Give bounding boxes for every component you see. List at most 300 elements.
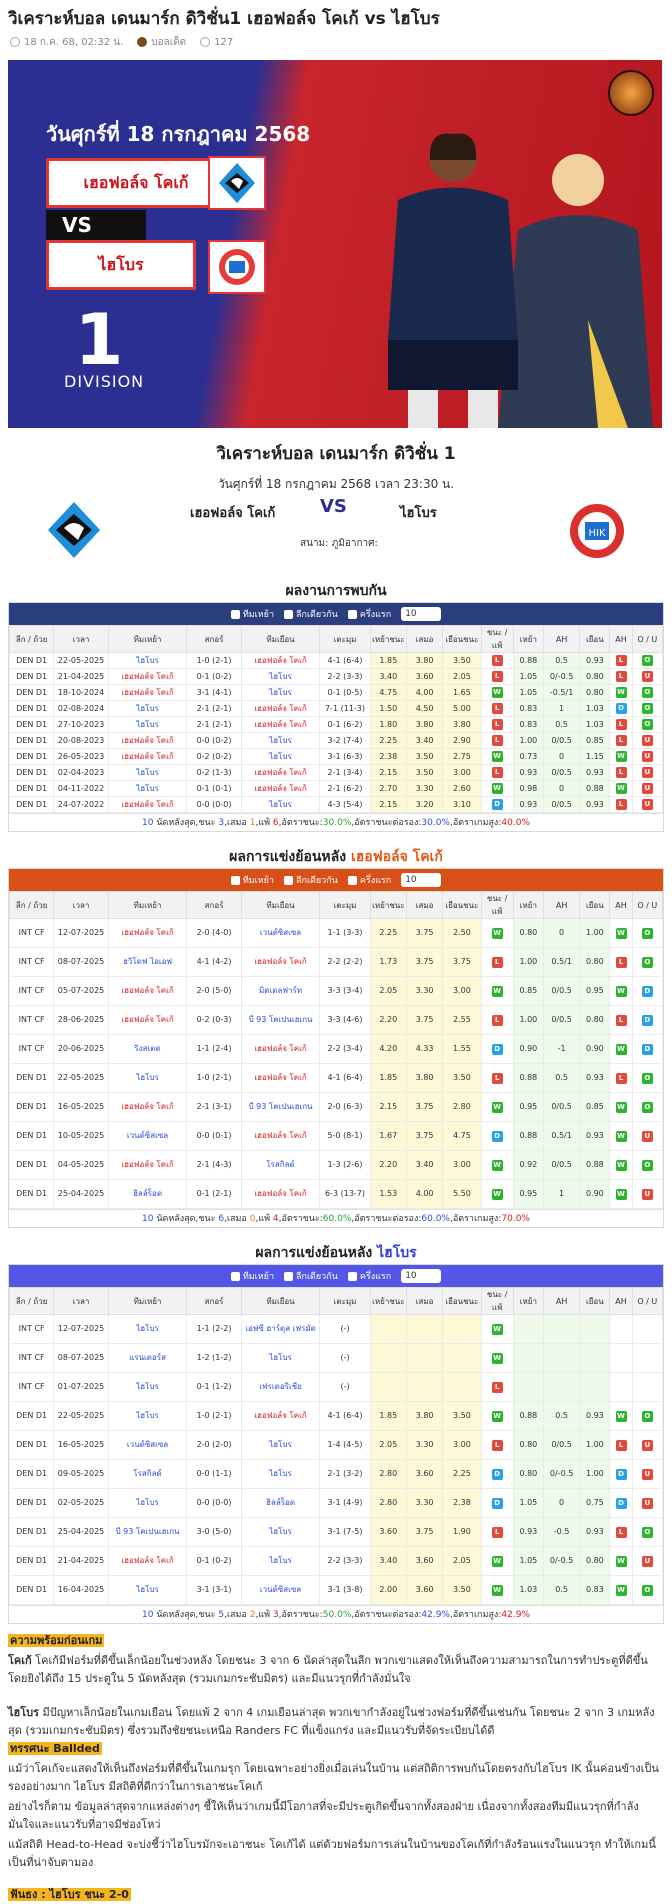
table-cell: 3.40 [370,1547,406,1576]
table-cell: 0.80 [580,1547,610,1576]
table-cell: 1.05 [513,685,543,701]
team-link[interactable]: เฮอฟอล์จ โคเก้ [108,797,187,813]
svg-text:HIK: HIK [588,528,606,539]
result-badge: O [642,719,653,730]
team-link[interactable]: แรนเดอร์ส [108,1344,187,1373]
table-cell: 3.60 [370,1518,406,1547]
table-row [10,765,663,781]
team-link[interactable]: เวนด์ซิสเซล [241,1576,320,1605]
team-link[interactable]: ไฮโบร [108,1489,187,1518]
first-half-checkbox[interactable]: ครึ่งแรก [348,607,391,621]
team-link[interactable]: ไฮโบร [108,717,187,733]
table-cell [406,1344,442,1373]
table-cell [610,1344,632,1373]
count-select[interactable]: 10 [401,1269,441,1283]
table-cell: 0-1 (0-1) [187,781,241,797]
table-cell: 0.90 [580,1035,610,1064]
table-cell: 0.80 [580,685,610,701]
article-views [200,37,233,48]
column-header: สกอร์ [187,626,241,653]
table-cell: 3.60 [406,1576,442,1605]
same-home-checkbox[interactable]: ทีมเหย้า [231,873,274,887]
table-cell: 0/-0.5 [543,1547,579,1576]
column-header: เวลา [54,626,108,653]
summary-part: นัดหลังสุด,ชนะ [153,818,219,828]
result-badge: O [642,957,653,968]
summary-part: 60.0% [322,1214,352,1224]
table-cell: 28-06-2025 [54,1006,108,1035]
result-badge: U [642,751,653,762]
table-cell: 2.05 [443,1547,481,1576]
table-cell [632,1518,662,1547]
table-cell [632,1180,662,1209]
table-cell: 0-0 (0-1) [187,1122,241,1151]
result-badge: L [492,1440,503,1451]
column-header: ทีมเหย้า [108,892,187,919]
table-cell: 3.75 [406,1518,442,1547]
same-home-checkbox[interactable]: ทีมเหย้า [231,1269,274,1283]
table-cell [610,1460,632,1489]
table-cell: 3.30 [406,1489,442,1518]
team-link[interactable]: โรสกิลด์ [108,1460,187,1489]
table-cell: 3.80 [406,1064,442,1093]
table-cell: 0.75 [580,1489,610,1518]
column-header: เหย้า [513,892,543,919]
table-cell: DEN D1 [10,1518,54,1547]
team-link[interactable]: โรสกิลด์ [241,1151,320,1180]
team-link[interactable]: เฟรเดอริเชีย [241,1373,320,1402]
team-link[interactable]: ไฮโบร [241,1344,320,1373]
table-cell: 2-2 (3-3) [320,1547,370,1576]
table-cell: DEN D1 [10,1489,54,1518]
result-badge: O [642,1527,653,1538]
team-link[interactable]: มิดเดลฟาร์ท [241,977,320,1006]
table-cell: 3.50 [443,1402,481,1431]
table-cell [610,1547,632,1576]
result-badge: W [493,688,501,696]
table-cell: 3.80 [406,717,442,733]
table-cell [481,1151,513,1180]
summary-part: 5 [218,1610,225,1620]
team-link[interactable]: เฮอฟอล์จ โคเก้ [241,717,320,733]
table-cell [406,1315,442,1344]
table-cell: (-) [320,1373,370,1402]
table-cell: 2.80 [443,1093,481,1122]
table-cell: 3.50 [443,653,481,669]
table-cell: 0.90 [513,1035,543,1064]
team-link[interactable]: ไฮโบร [108,1402,187,1431]
team-link[interactable]: ไฮโบร [241,1547,320,1576]
result-badge: W [617,1160,625,1169]
table-cell: 0-2 (0-3) [187,1006,241,1035]
table-row [10,653,663,669]
team-link[interactable]: เฮอฟอล์จ โคเก้ [241,1180,320,1209]
result-badge: O [642,655,653,666]
team-link[interactable]: ไฮโบร [241,733,320,749]
team-link[interactable]: ฮิลล์ร็อด [108,1180,187,1209]
team-link[interactable]: เฮอฟอล์จ โคเก้ [108,1151,187,1180]
team-link[interactable]: เฮอฟอล์จ โคเก้ [108,919,187,948]
table-cell [632,797,662,813]
table-cell [481,1576,513,1605]
table-cell: 0-0 (1-1) [187,1460,241,1489]
table-cell [481,797,513,813]
result-badge: L [616,1015,627,1026]
table-cell: 1.05 [513,1489,543,1518]
team-link[interactable]: ไฮโบร [241,669,320,685]
table-cell: 3-1 (4-1) [187,685,241,701]
team-link[interactable]: ฮวิโดฟ ไอเอฟ [108,948,187,977]
table-cell: 1.55 [443,1035,481,1064]
team-link[interactable]: ไฮโบร [108,701,187,717]
team-link[interactable]: ไฮโบร [108,1315,187,1344]
team-link[interactable]: เฮอฟอล์จ โคเก้ [241,1122,320,1151]
table-cell [481,701,513,717]
team-link[interactable]: ไฮโบร [108,765,187,781]
table-row [10,1489,663,1518]
team-link[interactable]: ไฮโบร [108,1576,187,1605]
summary-part: ,อัตราเกมสูง: [449,1610,502,1620]
table-cell [481,977,513,1006]
team-link[interactable]: ริงสเตด [108,1035,187,1064]
table-row [10,733,663,749]
count-select[interactable]: 10 [401,607,441,621]
column-header: เยือนชนะ [443,626,481,653]
table-cell [610,717,632,733]
table-cell: 18-10-2024 [54,685,108,701]
table-cell: 0/0.5 [543,733,579,749]
table-cell: 0.5/1 [543,1122,579,1151]
table-cell: 20-08-2023 [54,733,108,749]
table-cell: 3.50 [406,765,442,781]
table-cell: 3.00 [443,765,481,781]
team-link[interactable]: เฮอฟอล์จ โคเก้ [108,1006,187,1035]
result-badge: L [492,1527,503,1538]
table-cell: 0.98 [513,781,543,797]
column-header: เตะมุม [320,892,370,919]
result-badge: L [492,1382,503,1393]
table-cell [632,1006,662,1035]
count-select[interactable]: 10 [401,873,441,887]
table-cell: 3.30 [406,977,442,1006]
team-link[interactable]: ไฮโบร [108,1064,187,1093]
table-cell [610,685,632,701]
table-cell: 0.5 [543,1576,579,1605]
table-cell: 04-05-2025 [54,1151,108,1180]
table-cell: 0-1 (0-5) [320,685,370,701]
team-link[interactable]: เฮอฟอล์จ โคเก้ [108,749,187,765]
table-cell: 0-0 (0-0) [187,1489,241,1518]
home-analysis: โคเก้ โคเก้มีฟอร์มที่ดีขึ้นเล็กน้อยในช่วงหลัง โดยชนะ 3 จาก 6 นัดล่าสุดในลีก พวกเขาแสดงให้เห็นถึงความสามารถในการทำประตูที่ดีขึ้น โดยยิงได้ถึง 15 ประตูใน 5 นัดหลังสุด (รวมเกมกระชับมิตร) และมีแนวรุกที่กำลังมั่นใจ [8,1654,648,1685]
table-cell: 10-05-2025 [54,1122,108,1151]
summary-part: 70.0% [501,1214,530,1224]
table-row [10,701,663,717]
table-cell [580,1373,610,1402]
result-badge: D [492,799,503,810]
team-link[interactable]: เฮอฟอล์จ โคเก้ [241,653,320,669]
table-cell: 4-1 (4-2) [187,948,241,977]
table-cell: 0.5/1 [543,948,579,977]
table-cell: 2.25 [443,1460,481,1489]
table-cell: INT CF [10,1315,54,1344]
table-cell: DEN D1 [10,1151,54,1180]
away-form-table [9,1287,663,1605]
column-header: AH [610,1288,632,1315]
table-cell: 3.75 [406,1006,442,1035]
team-link[interactable]: บี 93 โคเปนเฮเกน [241,1093,320,1122]
first-half-checkbox[interactable]: ครึ่งแรก [348,873,391,887]
home-form-table [9,891,663,1209]
team-link[interactable]: ไฮโบร [241,1460,320,1489]
table-cell [406,1373,442,1402]
table-cell: 0/0.5 [543,1006,579,1035]
views-text: 127 [214,36,234,48]
table-cell: INT CF [10,1373,54,1402]
result-badge: L [492,719,503,730]
table-cell: 3.30 [406,781,442,797]
team-link[interactable]: เฮอฟอล์จ โคเก้ [108,977,187,1006]
table-cell: 16-05-2025 [54,1431,108,1460]
table-cell: 2-0 (6-3) [320,1093,370,1122]
table-cell: 2.25 [370,919,406,948]
table-cell: 3-1 (6-3) [320,749,370,765]
table-cell: DEN D1 [10,1431,54,1460]
table-cell [481,653,513,669]
result-badge: U [642,767,653,778]
table-cell: 0-1 (6-2) [320,717,370,733]
result-badge: W [493,752,501,760]
table-cell: 3-1 (7-5) [320,1518,370,1547]
home-team-logo [46,500,102,560]
result-badge: W [617,784,625,792]
table-cell: DEN D1 [10,685,54,701]
home-form-block [8,868,664,1228]
result-badge: O [642,928,653,939]
table-cell: 0.5 [543,1064,579,1093]
verdict-label: ทรรศนะ Ballded [10,1742,100,1755]
table-cell [632,1035,662,1064]
table-cell: 16-05-2025 [54,1093,108,1122]
table-cell: 1.53 [370,1180,406,1209]
table-cell: 0.5 [543,653,579,669]
banner-vs: VS [46,210,146,240]
team-link[interactable]: ฮิลล์ร็อด [241,1489,320,1518]
result-badge: W [617,928,625,937]
table-cell [632,1489,662,1518]
result-badge: O [642,687,653,698]
table-cell: 5.00 [443,701,481,717]
column-header: ชนะ / แพ้ [481,892,513,919]
team-link[interactable]: เฮอฟอล์จ โคเก้ [241,1064,320,1093]
team-link[interactable]: เฮอฟอล์จ โคเก้ [108,733,187,749]
result-badge: W [493,1353,501,1362]
table-cell: 4-3 (5-4) [320,797,370,813]
away-team-logo [568,500,626,562]
team-link[interactable]: เวนด์ซิสเซล [108,1431,187,1460]
table-cell: 2.90 [443,733,481,749]
table-cell [632,1093,662,1122]
table-cell: 3-2 (7-4) [320,733,370,749]
result-badge: W [617,1556,625,1565]
table-cell: 0.85 [580,1093,610,1122]
team-link[interactable]: เวนด์ซิสเซล [241,919,320,948]
team-link[interactable]: ไฮโบร [108,653,187,669]
summary-part: ,อัตราชนะต่อรอง: [351,1610,422,1620]
table-cell: 1-3 (2-6) [320,1151,370,1180]
table-cell: 1.03 [580,717,610,733]
h2h-options [9,603,663,625]
team-link[interactable]: ไฮโบร [241,685,320,701]
table-cell: 1.03 [513,1576,543,1605]
result-badge: L [616,1440,627,1451]
table-cell [481,1035,513,1064]
summary-part: 30.0% [421,818,450,828]
team-link[interactable]: ไฮโบร [108,1373,187,1402]
column-header: AH [610,892,632,919]
table-row [10,1180,663,1209]
team-link[interactable]: เฮอฟอล์จ โคเก้ [241,1402,320,1431]
team-link[interactable]: เอฟซี ฮาร์ดุส เฟรมัด [241,1315,320,1344]
column-header: เสมอ [406,626,442,653]
team-link[interactable]: เฮอฟอล์จ โคเก้ [108,669,187,685]
team-link[interactable]: เฮอฟอล์จ โคเก้ [241,781,320,797]
result-badge: W [493,1324,501,1333]
result-badge: L [616,735,627,746]
team-link[interactable]: เฮอฟอล์จ โคเก้ [108,1093,187,1122]
first-half-checkbox[interactable]: ครึ่งแรก [348,1269,391,1283]
same-league-checkbox[interactable]: ลีกเดียวกัน [284,607,338,621]
table-cell: 5.50 [443,1180,481,1209]
table-cell [580,1344,610,1373]
team-link[interactable]: เฮอฟอล์จ โคเก้ [108,1547,187,1576]
column-header: เยือนชนะ [443,1288,481,1315]
result-badge: L [492,767,503,778]
table-cell: 0.93 [580,1064,610,1093]
table-cell: 2-0 (5-0) [187,977,241,1006]
result-badge: U [642,735,653,746]
table-cell: 2-1 (3-2) [320,1460,370,1489]
table-cell [610,797,632,813]
table-cell: 08-07-2025 [54,948,108,977]
team-link[interactable]: ไฮโบร [108,781,187,797]
table-cell: 3.75 [406,1093,442,1122]
team-link[interactable]: ไฮโบร [241,1431,320,1460]
table-cell [481,1093,513,1122]
table-row [10,1093,663,1122]
team-link[interactable]: เฮอฟอล์จ โคเก้ [241,1035,320,1064]
table-cell: 3.30 [406,1431,442,1460]
summary-part: 1 [249,818,256,828]
article-author[interactable] [137,35,186,50]
table-cell [481,1547,513,1576]
team-link[interactable]: เฮอฟอล์จ โคเก้ [241,701,320,717]
table-cell [610,977,632,1006]
team-link[interactable]: เฮอฟอล์จ โคเก้ [241,948,320,977]
table-cell: 1.00 [513,733,543,749]
table-cell: 2.05 [443,669,481,685]
table-row [10,717,663,733]
same-home-checkbox[interactable]: ทีมเหย้า [231,607,274,621]
summary-part: 42.9% [501,1610,530,1620]
column-header: ลีก / ถ้วย [10,626,54,653]
table-cell: 3-3 (4-6) [320,1006,370,1035]
table-cell [610,948,632,977]
result-badge: W [617,1585,625,1594]
table-cell: 0.83 [513,701,543,717]
table-cell: 2.00 [370,1576,406,1605]
table-row [10,1518,663,1547]
summary-part: ,แพ้ [255,818,273,828]
table-cell: 22-05-2025 [54,653,108,669]
column-header: ทีมเหย้า [108,626,187,653]
table-row [10,1402,663,1431]
table-cell: 2-1 (2-1) [187,717,241,733]
column-header: เหย้าชนะ [370,892,406,919]
table-cell [543,1344,579,1373]
table-cell [513,1373,543,1402]
table-cell [481,765,513,781]
table-cell: 0.80 [513,1460,543,1489]
table-cell: 4.00 [406,685,442,701]
table-cell: 1.00 [580,1460,610,1489]
table-cell [610,701,632,717]
table-cell [632,1373,662,1402]
team-link[interactable]: ไฮโบร [241,797,320,813]
result-badge: W [493,1189,501,1198]
table-cell: 0.93 [513,797,543,813]
table-cell [610,1064,632,1093]
table-cell: 2-1 (2-1) [187,701,241,717]
table-cell: 0.88 [513,653,543,669]
table-cell: DEN D1 [10,733,54,749]
result-badge: W [493,784,501,792]
table-cell: 08-07-2025 [54,1344,108,1373]
same-league-checkbox[interactable]: ลีกเดียวกัน [284,1269,338,1283]
column-header: สกอร์ [187,892,241,919]
team-link[interactable]: ไฮโบร [241,749,320,765]
table-cell: 26-05-2023 [54,749,108,765]
table-cell: 0-0 (0-2) [187,733,241,749]
team-link[interactable]: เวนด์ซิสเซล [108,1122,187,1151]
table-cell [632,1460,662,1489]
table-row [10,749,663,765]
result-badge: D [492,1131,503,1142]
team-link[interactable]: ไฮโบร [241,1518,320,1547]
team-link[interactable]: บี 93 โคเปนเฮเกน [108,1518,187,1547]
table-cell: 3.50 [443,1064,481,1093]
result-badge: U [642,1189,653,1200]
table-cell: 0.85 [513,977,543,1006]
table-cell: 1.73 [370,948,406,977]
result-badge: L [616,719,627,730]
table-cell: 3.80 [406,1402,442,1431]
table-cell: 2-2 (3-4) [320,1035,370,1064]
table-cell: (-) [320,1315,370,1344]
table-cell: 1.50 [370,701,406,717]
team-link[interactable]: เฮอฟอล์จ โคเก้ [241,765,320,781]
table-cell: 0.93 [580,1402,610,1431]
team-link[interactable]: เฮอฟอล์จ โคเก้ [108,685,187,701]
table-cell [481,781,513,797]
result-badge: W [617,986,625,995]
table-cell: 0.88 [580,781,610,797]
table-cell: 3.80 [443,717,481,733]
team-link[interactable]: บี 93 โคเปนเฮเกน [241,1006,320,1035]
table-cell: DEN D1 [10,781,54,797]
table-cell: 1.85 [370,653,406,669]
table-cell: 1.03 [580,701,610,717]
same-league-checkbox[interactable]: ลีกเดียวกัน [284,873,338,887]
